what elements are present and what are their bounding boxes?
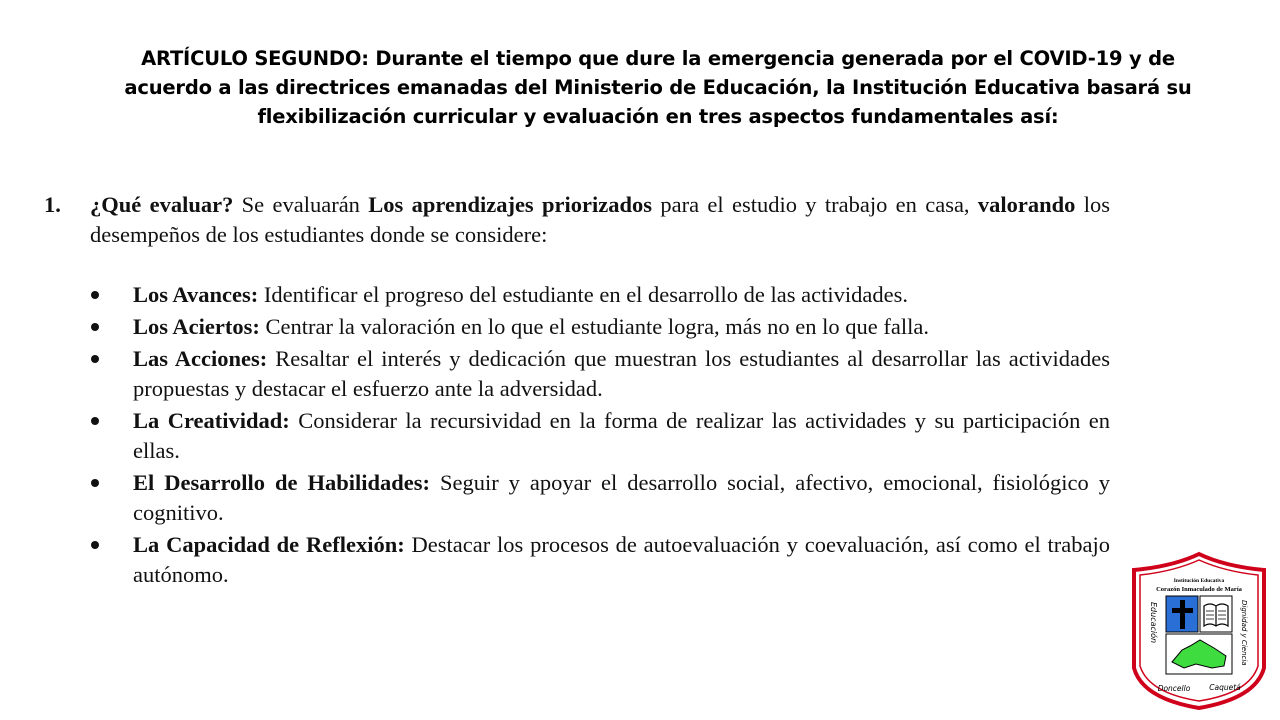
seal-right-motto: Dignidad y Ciencia — [1240, 600, 1248, 666]
criterion-term: La Capacidad de Reflexión: — [133, 532, 405, 557]
criterion-text: Seguir y apoyar el desarrollo social, afectivo, emocional, fisiológico y cognitivo. — [133, 470, 1110, 525]
bold-phrase: valorando — [977, 192, 1076, 217]
criterion-term: El Desarrollo de Habilidades: — [133, 470, 430, 495]
item-paragraph — [90, 190, 1110, 250]
seal-left-motto: Educación — [1149, 602, 1158, 644]
criterion-text: Considerar la recursividad en la forma de realizar las actividades y su participación en ellas. — [133, 408, 1111, 463]
paragraph-text: Se evaluarán — [233, 192, 369, 217]
criterion-term: Las Acciones: — [133, 346, 268, 371]
criterion-term: Los Avances: — [133, 282, 259, 307]
bullet-icon — [44, 530, 133, 590]
bold-phrase: Los aprendizajes priorizados — [368, 192, 653, 217]
paragraph-text: los desempeños de los estudiantes donde se considere: — [90, 192, 1110, 247]
criterion-text: Centrar la valoración en lo que el estudiante logra, más no en lo que falla. — [259, 314, 929, 339]
item-number: 1. — [44, 192, 61, 217]
list-item — [44, 344, 1110, 404]
seal-town-label: Doncello — [1157, 684, 1191, 693]
question-text: ¿Qué evaluar? — [90, 192, 234, 217]
document-body — [44, 190, 1110, 592]
bullet-icon — [44, 312, 133, 342]
bullet-icon — [44, 468, 133, 528]
criterion-text: Resaltar el interés y dedicación que muestran los estudiantes al desarrollar las actividades propuestas y destacar el esfuerzo ante la adversidad. — [133, 346, 1110, 401]
list-item — [44, 312, 1110, 342]
bullet-icon — [44, 280, 133, 310]
bullet-icon — [44, 406, 133, 466]
list-item — [44, 530, 1110, 590]
seal-institution-label: Institución Educativa — [1173, 578, 1225, 584]
criterion-term: Los Aciertos: — [133, 314, 260, 339]
list-item — [44, 406, 1110, 466]
school-seal-logo — [1130, 550, 1268, 710]
seal-department-label: Caquetá — [1209, 683, 1241, 692]
list-item — [44, 280, 1110, 310]
bullet-icon — [44, 344, 133, 404]
numbered-item — [44, 190, 1110, 250]
article-heading: ARTÍCULO SEGUNDO: Durante el tiempo que dure la emergencia generada por el COVID-19 y de acuerdo a las directrices emanadas del Ministerio de Educación, la Institución Educativa basará su flexibilización curricular y evaluación en tres aspectos fundamentales así: — [124, 47, 1192, 128]
criterion-term: La Creatividad: — [133, 408, 290, 433]
paragraph-text: para el estudio y trabajo en casa, — [652, 192, 978, 217]
criterion-text: Identificar el progreso del estudiante en el desarrollo de las actividades. — [258, 282, 908, 307]
criterion-text: Destacar los procesos de autoevaluación y coevaluación, así como el trabajo autónomo. — [133, 532, 1110, 587]
seal-school-name: Corazón Inmaculado de María — [1156, 586, 1242, 593]
list-item — [44, 468, 1110, 528]
criteria-list — [44, 280, 1110, 590]
